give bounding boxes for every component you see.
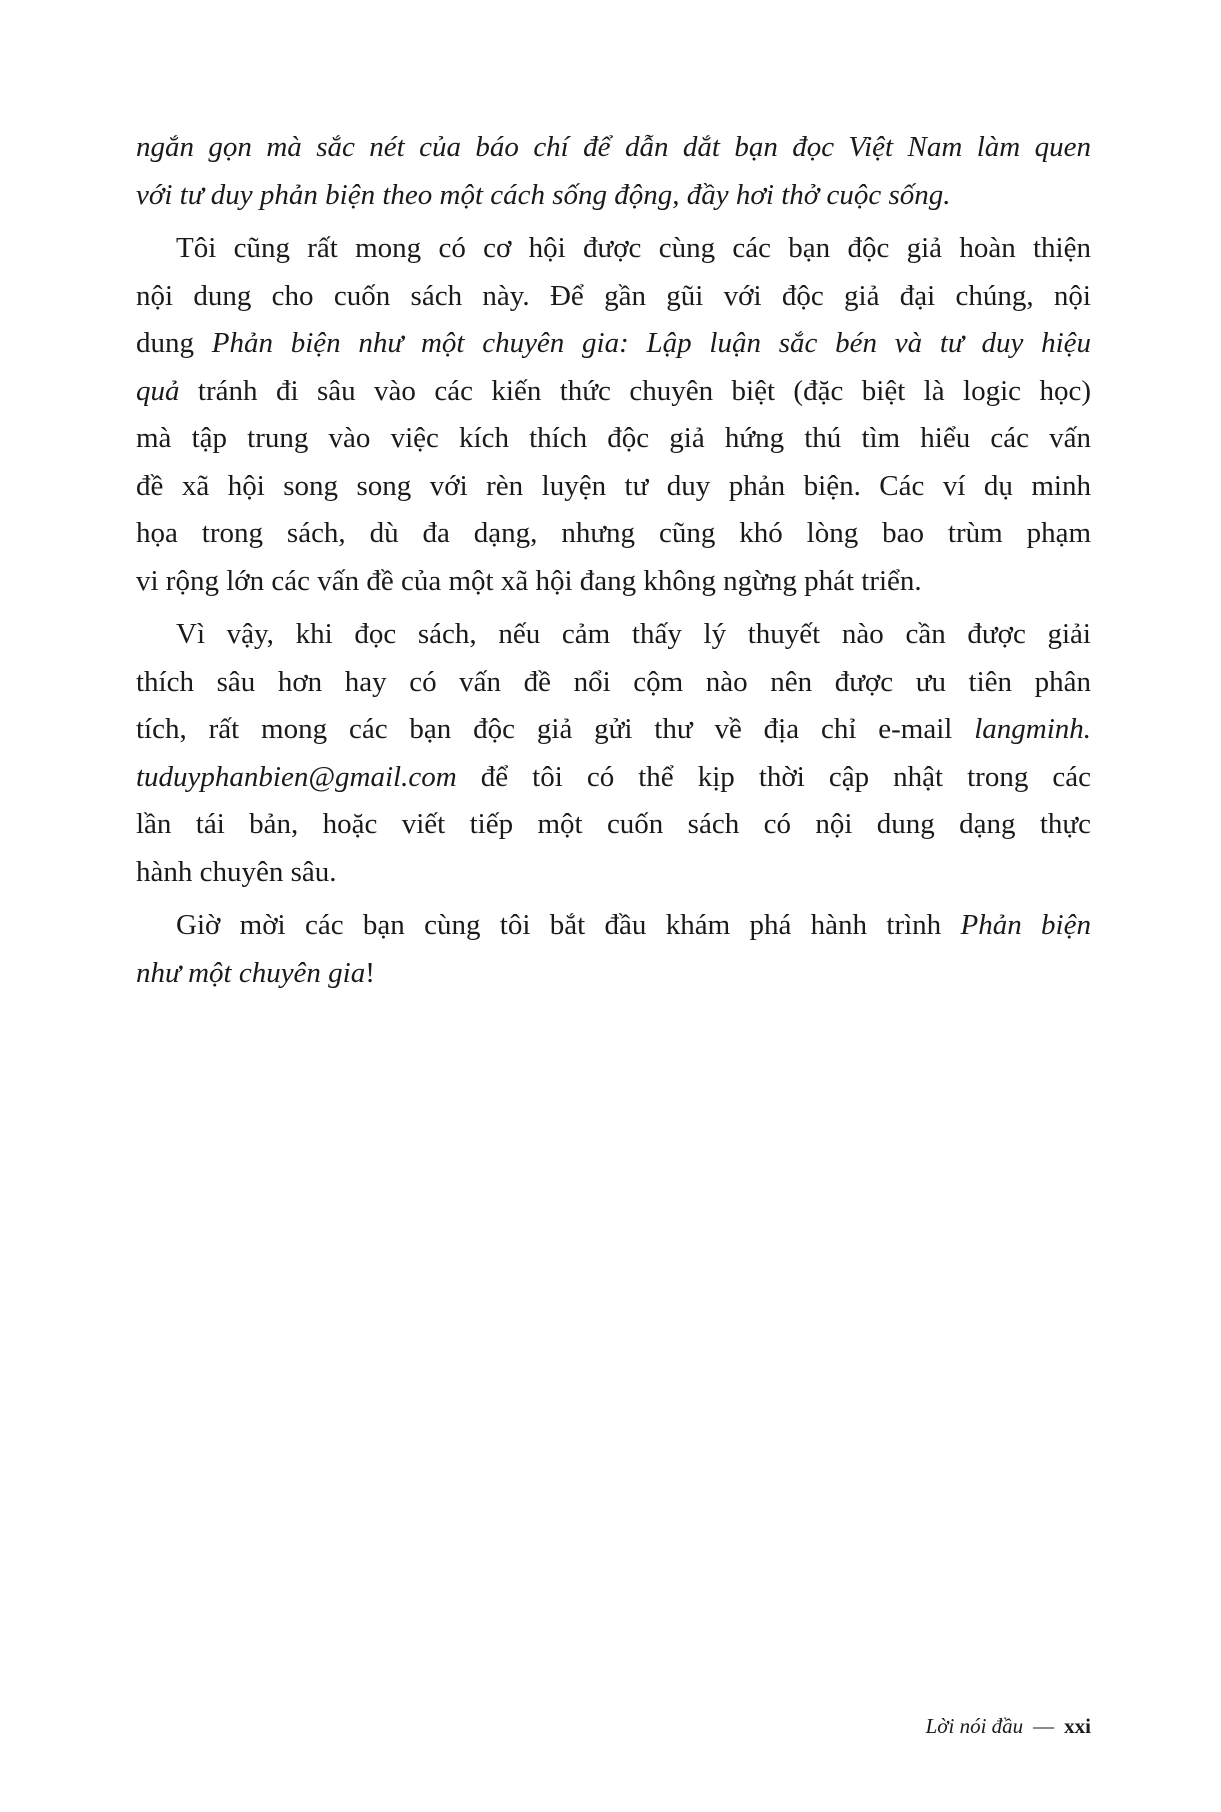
italic-text: ngắn gọn mà sắc nét của báo chí để dẫn dắt bạn đọc Việt Nam làm quen bbox=[136, 131, 1091, 163]
text-segment: thích sâu hơn hay có vấn đề nổi cộm nào nên được ưu tiên phân bbox=[136, 665, 1091, 698]
paragraph bbox=[136, 902, 1091, 997]
text-segment: tránh đi sâu vào các kiến thức chuyên biệt (đặc biệt là logic học) bbox=[179, 374, 1091, 407]
text-segment: ! bbox=[365, 956, 375, 989]
text-segment: nội dung cho cuốn sách này. Để gần gũi với độc giả đại chúng, nội bbox=[136, 279, 1091, 312]
text-line bbox=[136, 172, 1091, 220]
text-line bbox=[136, 273, 1091, 321]
text-line bbox=[136, 124, 1091, 172]
text-segment: tích, rất mong các bạn độc giả gửi thư về địa chỉ e-mail bbox=[136, 713, 975, 745]
italic-text: Phản biện như một chuyên gia: Lập luận sắc bén và tư duy hiệu bbox=[211, 327, 1091, 359]
text-line bbox=[136, 368, 1091, 416]
text-segment: dung bbox=[136, 327, 212, 359]
text-line bbox=[136, 801, 1091, 849]
text-segment: Tôi cũng rất mong có cơ hội được cùng các bạn độc giả hoàn thiện bbox=[176, 232, 1091, 264]
paragraph bbox=[136, 611, 1091, 896]
italic-text: như một chuyên gia bbox=[136, 956, 366, 989]
text-line bbox=[136, 754, 1091, 802]
text-segment: mà tập trung vào việc kích thích độc giả hứng thú tìm hiểu các vấn bbox=[136, 422, 1091, 454]
text-line bbox=[136, 611, 1091, 659]
text-line bbox=[136, 950, 1091, 998]
italic-text: tuduyphanbien@gmail.com bbox=[136, 760, 457, 793]
text-segment: họa trong sách, dù đa dạng, nhưng cũng khó lòng bao trùm phạm bbox=[136, 517, 1091, 549]
paragraph bbox=[136, 225, 1091, 605]
text-line bbox=[136, 510, 1091, 558]
paragraph bbox=[136, 124, 1091, 219]
footer-separator: — bbox=[1033, 1714, 1055, 1738]
text-line bbox=[136, 659, 1091, 707]
text-segment: Giờ mời các bạn cùng tôi bắt đầu khám phá hành trình bbox=[176, 909, 961, 941]
page-footer bbox=[926, 1714, 1091, 1739]
text-segment: lần tái bản, hoặc viết tiếp một cuốn sách có nội dung dạng thực bbox=[136, 808, 1091, 840]
body-text bbox=[136, 124, 1091, 1003]
text-line bbox=[136, 225, 1091, 273]
italic-text: với tư duy phản biện theo một cách sống động, đầy hơi thở cuộc sống. bbox=[136, 178, 951, 211]
text-line bbox=[136, 706, 1091, 754]
italic-text: Phản biện bbox=[960, 909, 1091, 941]
text-line bbox=[136, 463, 1091, 511]
running-footer-section: Lời nói đầu bbox=[925, 1714, 1024, 1738]
text-segment: Vì vậy, khi đọc sách, nếu cảm thấy lý thuyết nào cần được giải bbox=[176, 618, 1091, 650]
text-line bbox=[136, 849, 1091, 897]
text-line bbox=[136, 558, 1091, 606]
text-segment: đề xã hội song song với rèn luyện tư duy phản biện. Các ví dụ minh bbox=[136, 469, 1091, 502]
text-line bbox=[136, 415, 1091, 463]
text-segment: hành chuyên sâu. bbox=[136, 855, 337, 888]
text-line bbox=[136, 902, 1091, 950]
italic-text: quả bbox=[136, 374, 180, 407]
text-segment: vi rộng lớn các vấn đề của một xã hội đang không ngừng phát triển. bbox=[136, 564, 922, 597]
page-number: xxi bbox=[1064, 1714, 1091, 1738]
text-line bbox=[136, 320, 1091, 368]
italic-text: langminh. bbox=[974, 713, 1091, 745]
text-segment: để tôi có thể kịp thời cập nhật trong các bbox=[456, 760, 1091, 793]
